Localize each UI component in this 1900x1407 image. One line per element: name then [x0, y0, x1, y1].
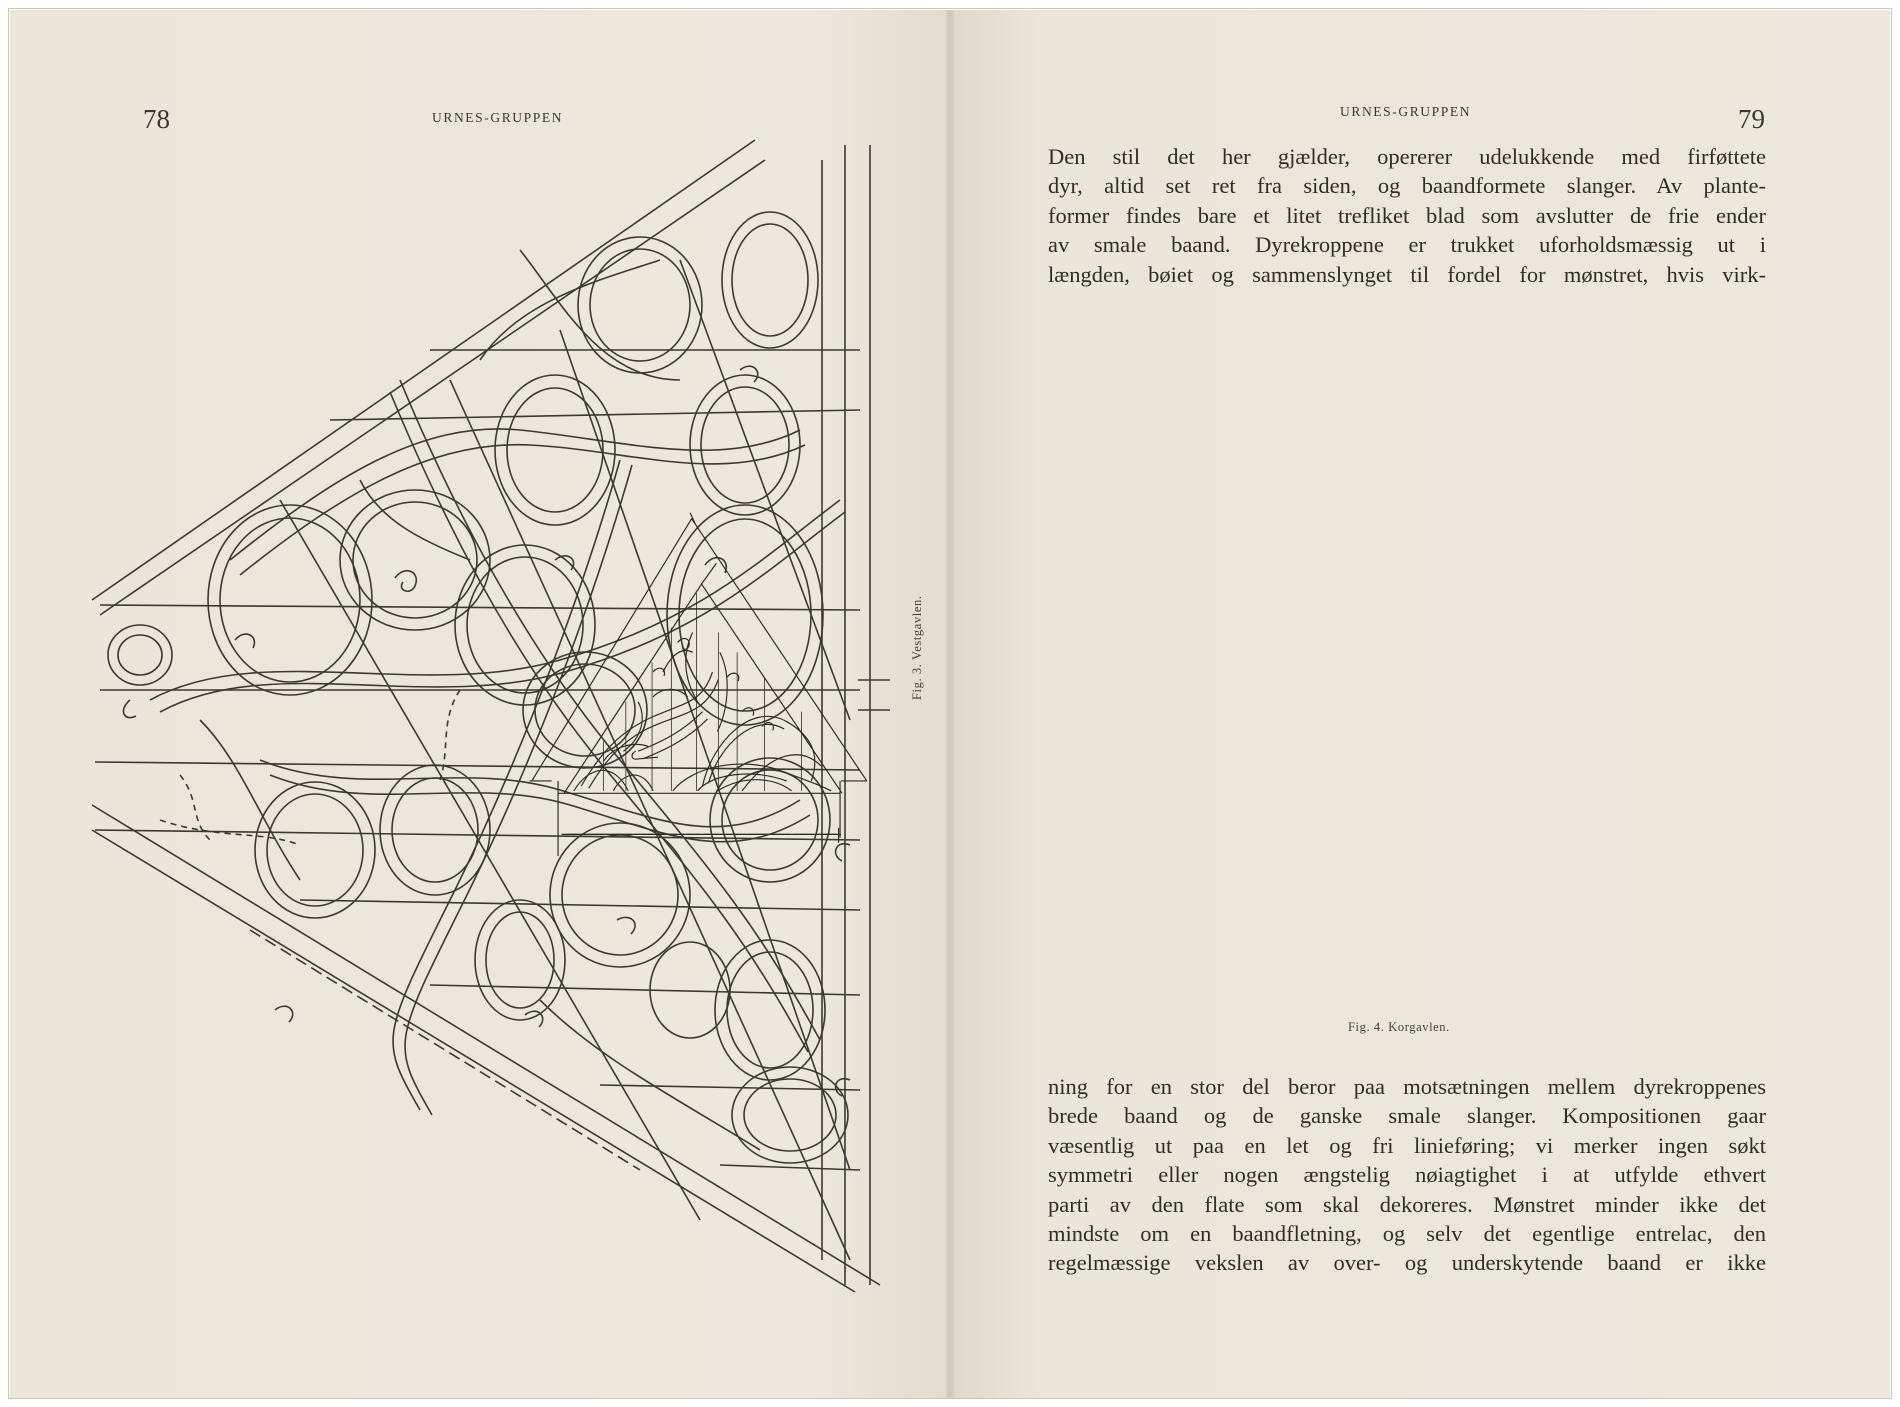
fig3-caption: Fig. 3. Vestgavlen. [910, 595, 924, 700]
korgavlen-figure [0, 0, 940, 1407]
text-line: ning for en stor del beror paa motsætningen mellem dyrekroppenes [1048, 1074, 1766, 1099]
left-running-head: URNES-GRUPPEN [432, 110, 564, 125]
text-line: mindste om en baandfletning, og selv det egentlige entrelac, den [1048, 1221, 1766, 1247]
left-page-number: 78 [143, 104, 170, 134]
text-line: dyr, altid set ret fra siden, og baandformete slanger. Av plante- [1048, 173, 1766, 199]
text-line: væsentlig ut paa en let og fri linieføring; vi merker ingen søkt [1048, 1132, 1766, 1158]
text-line: Den stil det her gjælder, opererer udelukkende med firføttete [1048, 144, 1766, 169]
text-line: parti av den flate som skal dekoreres. Mønstret minder ikke det [1048, 1191, 1766, 1217]
text-line: brede baand og de ganske smale slanger. Kompositionen gaar [1048, 1103, 1766, 1129]
paragraph-top [1048, 142, 1766, 289]
text-line: regelmæssige vekslen av over- og underskytende baand er ikke [1048, 1250, 1766, 1276]
text-line: av smale baand. Dyrekroppene er trukket uforholdsmæssig ut i [1048, 232, 1766, 258]
book-gutter [946, 10, 954, 1398]
text-line: længden, bøiet og sammenslynget til fordel for mønstret, hvis virk- [1048, 261, 1766, 287]
text-line: symmetri eller nogen ængstelig nøiagtighet i at utfylde ethvert [1048, 1162, 1766, 1188]
text-line: former findes bare et litet trefliket blad som avslutter de frie ender [1048, 202, 1766, 228]
fig4-caption: Fig. 4. Korgavlen. [1348, 1020, 1450, 1034]
paragraph-bottom [1048, 1072, 1766, 1278]
right-running-head: URNES-GRUPPEN [1340, 104, 1472, 119]
right-page-number: 79 [1738, 104, 1765, 134]
